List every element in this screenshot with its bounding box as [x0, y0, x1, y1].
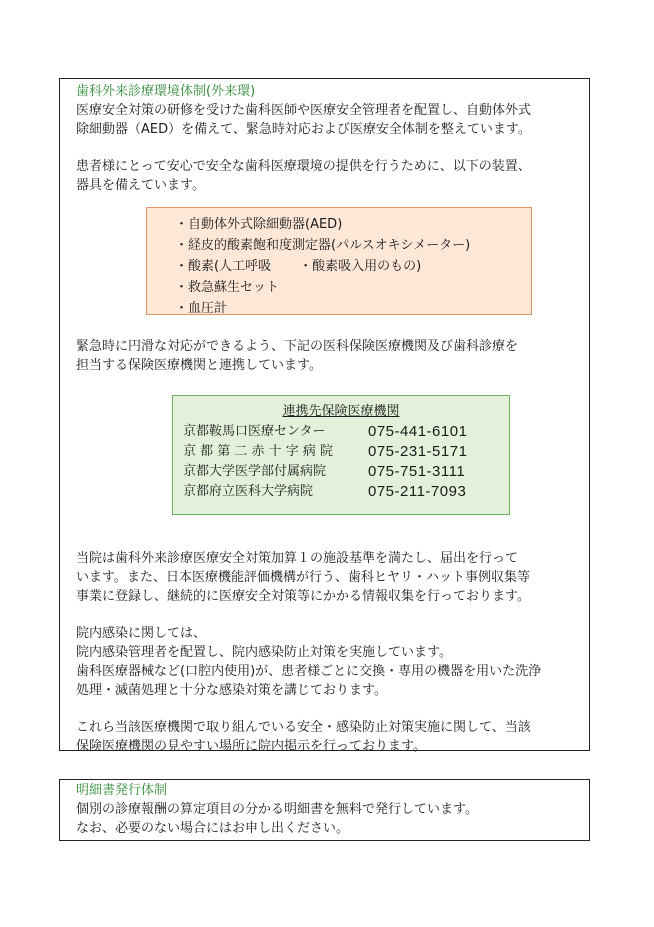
- text-line: 除細動器（AED）を備えて、緊急時対応および医療安全体制を整えています。: [76, 122, 531, 137]
- equipment-list: [146, 207, 532, 315]
- clinic-name: 京都府立医科大学病院: [183, 484, 314, 499]
- text-line: なお、必要のない場合にはお申し出ください。: [76, 821, 350, 836]
- statement-issuance-section: [59, 779, 590, 841]
- text-line: 緊急時に円滑な対応ができるよう、下記の医科保険医療機関及び歯科診療を: [76, 339, 519, 354]
- text-line: 院内感染に関しては、: [76, 626, 207, 641]
- clinic-phone: 075-231-5171: [368, 443, 468, 460]
- text-line: います。また、日本医療機能評価機構が行う、歯科ヒヤリ・ハット事例収集等: [76, 570, 530, 585]
- text-line: 器具を備えています。: [76, 178, 205, 193]
- paragraph-infection-control: [76, 624, 575, 700]
- list-item: ・自動体外式除細動器(AED): [175, 217, 343, 232]
- text-line: 担当する保険医療機関と連携しています。: [76, 358, 322, 373]
- text-line: これら当該医療機関で取り組んでいる安全・感染防止対策実施に関して、当該: [76, 720, 531, 735]
- list-item: ・経皮的酸素飽和度測定器(パルスオキシメーター): [175, 238, 471, 253]
- paragraph-notice: [76, 718, 575, 756]
- text-line: 医療安全対策の研修を受けた歯科医師や医療安全管理者を配置し、自動体外式: [76, 103, 532, 118]
- list-item: ・救急蘇生セット: [175, 280, 280, 295]
- clinic-row: [183, 422, 509, 442]
- clinic-phone: 075-751-3111: [368, 463, 466, 480]
- list-item-text: ・酸素吸入用のもの): [299, 259, 422, 274]
- section-heading: 明細書発行体制: [76, 783, 168, 798]
- text-line: 患者様にとって安心で安全な歯科医療環境の提供を行うために、以下の装置、: [76, 159, 531, 174]
- paragraph-facility-standard: [76, 549, 575, 606]
- list-item: [175, 256, 531, 277]
- text-line: 歯科医療器械など(口腔内使用)が、患者様ごとに交換・専用の機器を用いた洗浄: [76, 664, 542, 679]
- paragraph-aed: [76, 101, 575, 139]
- clinic-row: [183, 482, 509, 502]
- list-item-text: ・酸素(人工呼吸: [175, 259, 272, 274]
- outpatient-environment-section: [59, 78, 590, 754]
- clinic-phone: 075-441-6101: [368, 423, 468, 440]
- section-heading: 歯科外来診療環境体制(外来環): [76, 84, 256, 99]
- text-line: 保険医療機関の見やすい場所に院内掲示を行っております。: [76, 739, 426, 754]
- text-line: 院内感染管理者を配置し、院内感染防止対策を実施しています。: [76, 645, 452, 660]
- clinic-name: 京都大学医学部付属病院: [183, 464, 327, 479]
- text-line: 当院は歯科外来診療医療安全対策加算１の施設基準を満たし、届出を行って: [76, 551, 519, 566]
- partner-clinics-box: [172, 395, 510, 515]
- text-line: 個別の診療報酬の算定項目の分かる明細書を無料で発行しています。: [76, 802, 478, 817]
- paragraph-cooperation: [76, 337, 575, 375]
- clinic-row: [183, 462, 509, 482]
- text-line: 処理・滅菌処理と十分な感染対策を講じております。: [76, 683, 387, 698]
- clinic-name: 京都鞍馬口医療センター: [183, 424, 326, 439]
- paragraph-equipment-intro: [76, 157, 575, 195]
- text-line: 事業に登録し、継続的に医療安全対策等にかかる情報収集を行っております。: [76, 589, 530, 604]
- clinics-title: 連携先保険医療機関: [282, 404, 400, 419]
- clinic-phone: 075-211-7093: [368, 483, 467, 500]
- clinic-name: 京 都 第 二 赤 十 字 病 院: [183, 444, 334, 459]
- list-item: ・血圧計: [175, 301, 228, 316]
- clinic-row: [183, 442, 509, 462]
- paragraph-statement: [76, 800, 575, 838]
